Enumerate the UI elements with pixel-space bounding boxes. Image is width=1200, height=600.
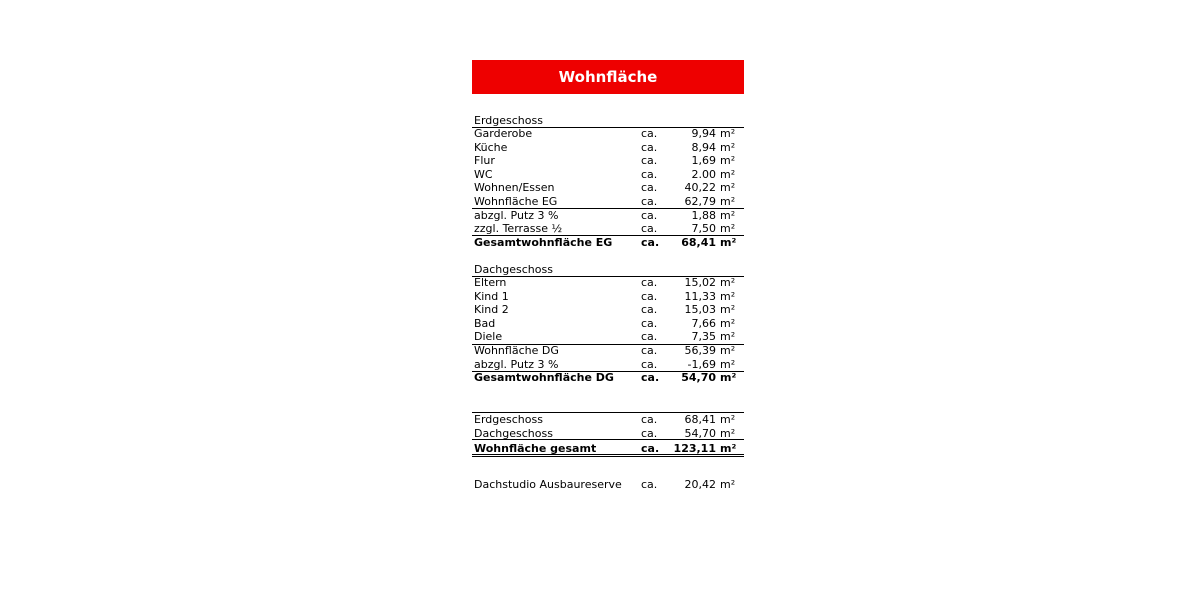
table-row <box>472 195 744 208</box>
row-approx: ca. <box>641 154 658 168</box>
row-approx: ca. <box>641 478 658 491</box>
row-value: 7,66 <box>691 316 716 330</box>
reserve-row <box>472 478 744 491</box>
row-label: Kind 2 <box>474 303 509 317</box>
row-unit: m² <box>720 208 736 222</box>
row-value: 1,88 <box>691 208 716 222</box>
row-value: 68,41 <box>681 235 716 249</box>
row-value: 56,39 <box>684 344 716 357</box>
row-approx: ca. <box>641 127 658 140</box>
divider <box>472 344 744 345</box>
row-unit: m² <box>720 167 736 181</box>
row-value: 11,33 <box>684 289 716 303</box>
row-label: Gesamtwohnfläche EG <box>474 235 613 249</box>
row-label: WC <box>474 167 493 181</box>
row-value: 7,50 <box>691 222 716 236</box>
table-row <box>472 413 744 426</box>
row-approx: ca. <box>641 195 658 208</box>
row-unit: m² <box>720 181 736 195</box>
table-row <box>472 236 744 249</box>
row-approx: ca. <box>641 413 658 426</box>
row-value: 40,22 <box>684 181 716 195</box>
row-label: Diele <box>474 330 503 344</box>
row-value: 2.00 <box>691 167 716 181</box>
row-label: Eltern <box>474 276 507 289</box>
row-unit: m² <box>720 344 736 357</box>
table-row <box>472 303 744 316</box>
living-area-sheet <box>472 60 744 491</box>
row-approx: ca. <box>641 371 660 385</box>
row-label: abzgl. Putz 3 % <box>474 357 559 371</box>
row-value: 7,35 <box>691 330 716 344</box>
row-approx: ca. <box>641 303 658 317</box>
row-unit: m² <box>720 413 736 426</box>
row-value: 9,94 <box>691 127 716 140</box>
table-row <box>472 154 744 167</box>
row-label: Bad <box>474 316 496 330</box>
row-approx: ca. <box>641 140 658 154</box>
row-approx: ca. <box>641 276 658 289</box>
row-label: Wohnfläche EG <box>474 195 558 208</box>
divider <box>472 208 744 209</box>
row-label: Garderobe <box>474 127 533 140</box>
table-row <box>472 290 744 303</box>
row-unit: m² <box>720 222 736 236</box>
row-unit: m² <box>720 289 736 303</box>
row-label: Wohnfläche DG <box>474 344 559 357</box>
row-approx: ca. <box>641 316 658 330</box>
table-row <box>472 317 744 330</box>
table-row <box>472 427 744 440</box>
row-label: Wohnfläche gesamt <box>474 442 597 455</box>
row-unit: m² <box>720 330 736 344</box>
row-unit: m² <box>720 195 736 208</box>
row-label: Dachgeschoss <box>474 426 553 440</box>
row-value: 20,42 <box>684 478 716 491</box>
table-row <box>472 127 744 140</box>
row-value: 62,79 <box>684 195 716 208</box>
row-unit: m² <box>720 371 737 385</box>
row-value: 15,02 <box>684 276 716 289</box>
row-approx: ca. <box>641 357 658 371</box>
section-heading-dg: Dachgeschoss <box>474 263 553 276</box>
row-unit: m² <box>720 478 736 491</box>
row-approx: ca. <box>641 222 658 236</box>
row-unit: m² <box>720 235 737 249</box>
row-approx: ca. <box>641 330 658 344</box>
row-value: 15,03 <box>684 303 716 317</box>
row-label: Erdgeschoss <box>474 413 543 426</box>
table-row <box>472 276 744 289</box>
row-value: 54,70 <box>681 371 716 385</box>
row-approx: ca. <box>641 344 658 357</box>
table-row <box>472 209 744 222</box>
row-label: Küche <box>474 140 508 154</box>
row-label: Wohnen/Essen <box>474 181 555 195</box>
row-label: Gesamtwohnfläche DG <box>474 371 614 385</box>
row-approx: ca. <box>641 167 658 181</box>
row-value: 1,69 <box>691 154 716 168</box>
row-value: 123,11 <box>673 442 716 455</box>
row-value: 8,94 <box>691 140 716 154</box>
double-underline <box>472 454 744 457</box>
row-unit: m² <box>720 140 736 154</box>
row-value: 68,41 <box>684 413 716 426</box>
row-approx: ca. <box>641 235 660 249</box>
row-unit: m² <box>720 154 736 168</box>
row-unit: m² <box>720 276 736 289</box>
row-unit: m² <box>720 357 736 371</box>
row-approx: ca. <box>641 442 660 455</box>
row-approx: ca. <box>641 426 658 440</box>
row-approx: ca. <box>641 181 658 195</box>
table-row <box>472 344 744 357</box>
row-unit: m² <box>720 442 737 455</box>
row-approx: ca. <box>641 289 658 303</box>
row-unit: m² <box>720 127 736 140</box>
row-value: -1,69 <box>687 357 716 371</box>
row-value: 54,70 <box>684 426 716 440</box>
table-row <box>472 168 744 181</box>
table-row <box>472 181 744 194</box>
sheet-title: Wohnfläche <box>472 60 744 94</box>
section-heading-eg: Erdgeschoss <box>474 114 543 127</box>
row-label: Dachstudio Ausbaureserve <box>474 478 622 491</box>
table-row <box>472 358 744 371</box>
row-unit: m² <box>720 426 736 440</box>
row-label: Flur <box>474 154 495 168</box>
table-row <box>472 371 744 384</box>
row-label: Kind 1 <box>474 289 509 303</box>
table-row <box>472 330 744 343</box>
row-unit: m² <box>720 303 736 317</box>
table-row <box>472 222 744 235</box>
row-label: abzgl. Putz 3 % <box>474 208 559 222</box>
divider <box>472 371 744 372</box>
row-label: zzgl. Terrasse ½ <box>474 222 563 236</box>
divider <box>472 439 744 440</box>
divider <box>472 235 744 236</box>
table-row <box>472 141 744 154</box>
row-unit: m² <box>720 316 736 330</box>
row-approx: ca. <box>641 208 658 222</box>
